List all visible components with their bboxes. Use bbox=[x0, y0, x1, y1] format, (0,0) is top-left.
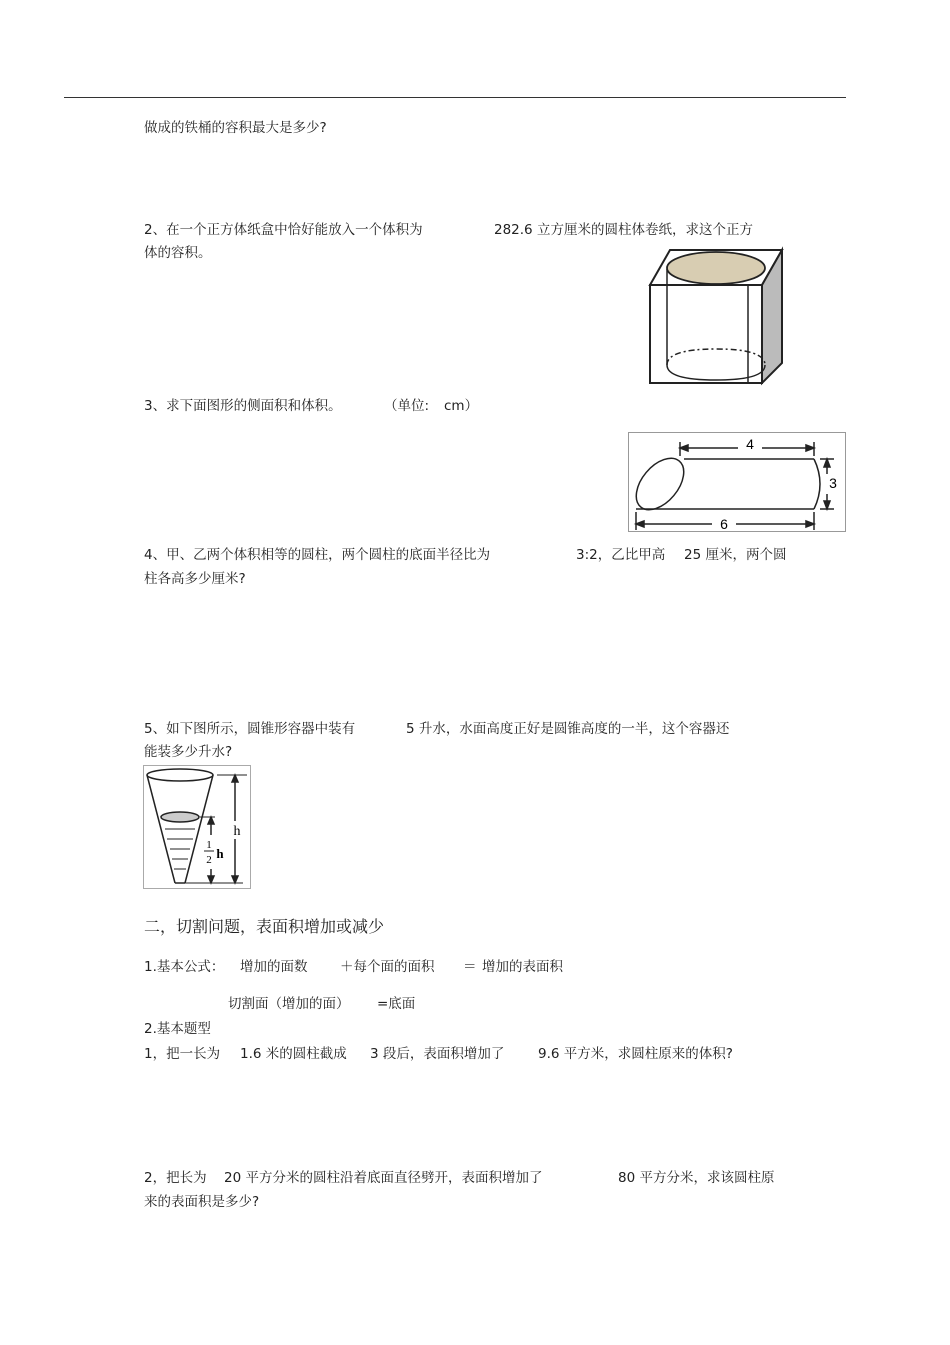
p2-text-c: 80 平方分米，求该圆柱原 bbox=[618, 1170, 775, 1186]
dim-top-label: 4 bbox=[746, 436, 754, 452]
p1-text-a: 1，把一长为 bbox=[144, 1046, 221, 1062]
q3-text-c: cm） bbox=[444, 398, 479, 414]
line-intro: 做成的铁桶的容积最大是多少? bbox=[144, 120, 327, 136]
dim-bottom-label: 6 bbox=[720, 516, 728, 532]
cone-figure bbox=[143, 765, 251, 889]
header-rule bbox=[64, 97, 846, 98]
basic-types-heading: 2.基本题型 bbox=[144, 1021, 211, 1037]
p2-text-a: 2，把长为 bbox=[144, 1170, 207, 1186]
cone-half-variable: h bbox=[216, 846, 224, 861]
slanted-cylinder-figure bbox=[628, 432, 846, 532]
formula-1-term-a: 增加的面数 bbox=[240, 959, 308, 975]
q3-text-b: （单位: bbox=[384, 398, 430, 414]
q5-text-a: 5、如下图所示，圆锥形容器中装有 bbox=[144, 721, 356, 737]
p1-text-d: 9.6 平方米，求圆柱原来的体积? bbox=[538, 1046, 733, 1062]
formula-1-result: 增加的表面积 bbox=[482, 959, 563, 975]
q4-text-b: 3:2，乙比甲高 bbox=[576, 547, 666, 563]
q2-text-a: 2、在一个正方体纸盒中恰好能放入一个体积为 bbox=[144, 222, 423, 238]
p1-text-c: 3 段后，表面积增加了 bbox=[370, 1046, 505, 1062]
cone-half-denominator: 2 bbox=[206, 854, 212, 866]
cone-half-numerator: 1 bbox=[206, 839, 212, 851]
formula-1-label: 1.基本公式： bbox=[144, 959, 225, 975]
p1-text-b: 1.6 米的圆柱截成 bbox=[240, 1046, 347, 1062]
formula-2-right: =底面 bbox=[377, 996, 416, 1012]
formula-1-term-b: ＋每个面的面积 bbox=[340, 959, 435, 975]
q3-text-a: 3、求下面图形的侧面积和体积。 bbox=[144, 398, 342, 414]
p2-text-d: 来的表面积是多少? bbox=[144, 1194, 260, 1210]
formula-1-equals: ＝ bbox=[463, 959, 477, 975]
q5-text-b: 5 升水，水面高度正好是圆锥高度的一半，这个容器还 bbox=[406, 721, 730, 737]
formula-2-left: 切割面（增加的面） bbox=[228, 996, 350, 1012]
q5-text-c: 能装多少升水? bbox=[144, 744, 233, 760]
dim-side-label: 3 bbox=[829, 475, 837, 491]
section-2-title: 二，切割问题，表面积增加或减少 bbox=[144, 917, 385, 936]
cone-height-label: h bbox=[233, 824, 241, 839]
q4-text-c: 25 厘米，两个圆 bbox=[684, 547, 787, 563]
q4-text-d: 柱各高多少厘米? bbox=[144, 571, 246, 587]
cube-cylinder-figure bbox=[645, 245, 785, 387]
p2-text-b: 20 平方分米的圆柱沿着底面直径劈开，表面积增加了 bbox=[224, 1170, 543, 1186]
q2-text-c: 体的容积。 bbox=[144, 245, 212, 261]
q2-text-b: 282.6 立方厘米的圆柱体卷纸，求这个正方 bbox=[494, 222, 753, 238]
q4-text-a: 4、甲、乙两个体积相等的圆柱，两个圆柱的底面半径比为 bbox=[144, 547, 491, 563]
